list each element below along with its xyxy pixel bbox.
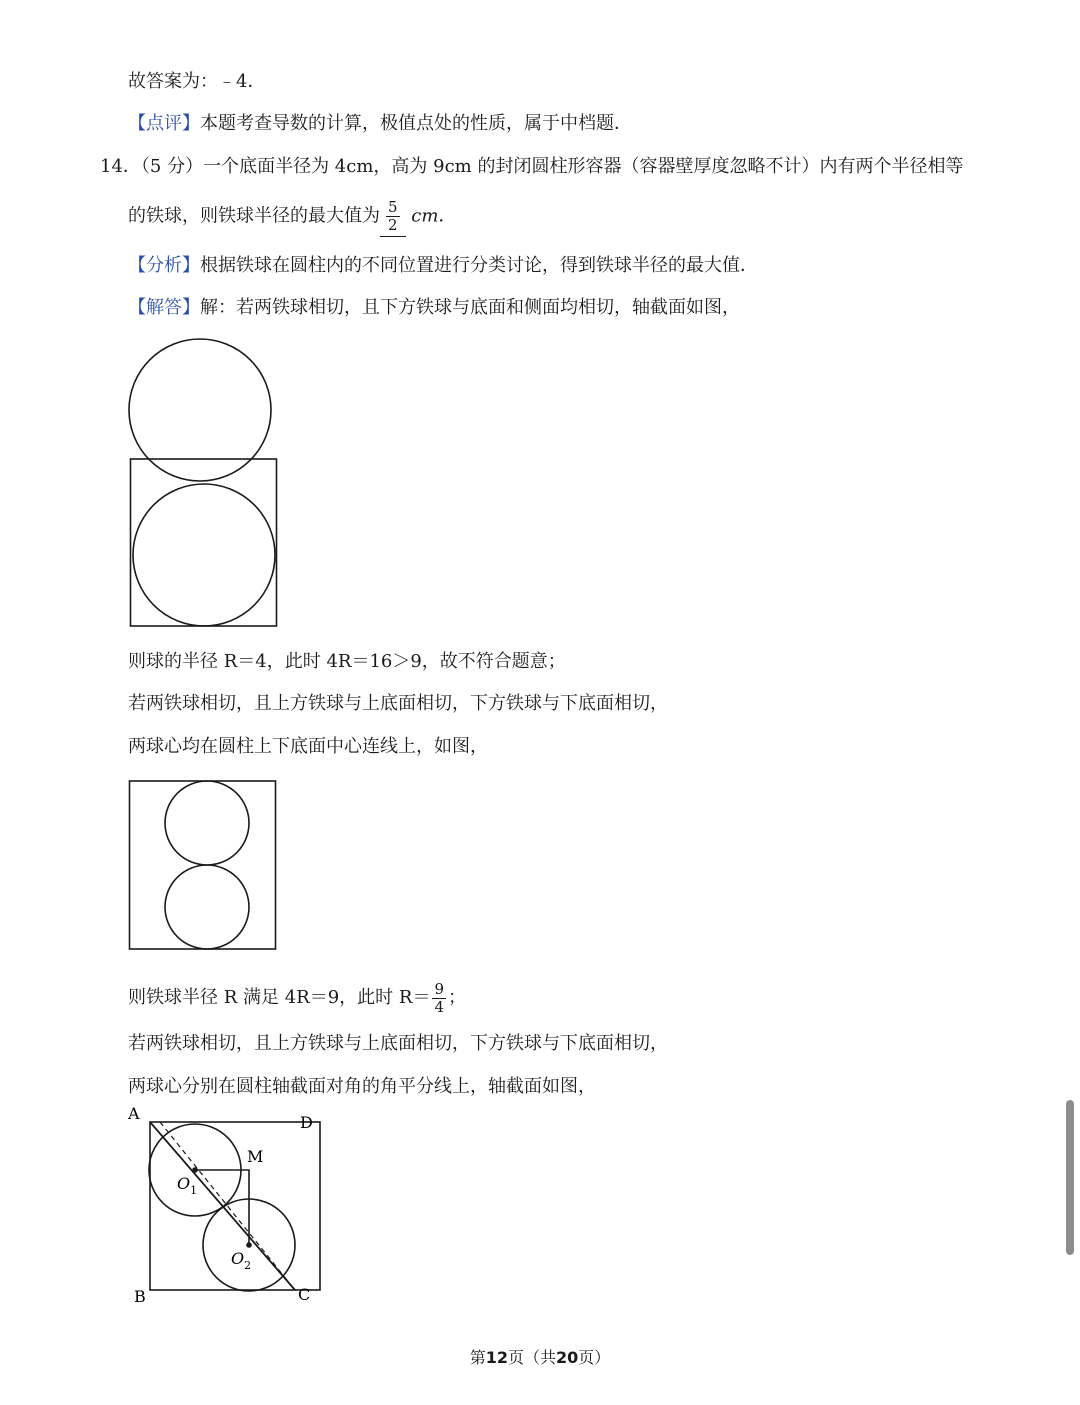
question-number: 14．	[100, 156, 141, 177]
result-line-6	[128, 1075, 596, 1099]
analysis-tag: 【分析】	[128, 255, 200, 276]
footer-suffix: 页）	[578, 1348, 611, 1367]
result-text-3: 两球心均在圆柱上下底面中心连线上，如图，	[128, 736, 488, 757]
solution-line	[128, 296, 740, 320]
label-o2-sub: 2	[244, 1259, 252, 1272]
analysis-text: 根据铁球在圆柱内的不同位置进行分类讨论，得到铁球半径的最大值．	[200, 255, 758, 276]
result-text-1: 则球的半径 R＝4，此时 4R＝16＞9，故不符合题意；	[128, 651, 566, 672]
label-d: D	[300, 1113, 313, 1132]
footer-page-number: 12	[485, 1348, 508, 1367]
result-line-3	[128, 735, 488, 759]
footer-prefix: 第	[469, 1348, 486, 1367]
question-text: （5 分）一个底面半径为 4cm，高为 9cm 的封闭圆柱形容器（容器壁厚度忽略不计）内有两个半径相等	[140, 156, 964, 177]
analysis-line	[128, 254, 758, 278]
radius-fraction-denominator: 4	[434, 997, 444, 1016]
radius-fraction	[432, 981, 446, 1016]
label-o1-sub: 1	[190, 1184, 198, 1197]
label-b: B	[134, 1287, 146, 1306]
figure-2-diagram	[120, 775, 285, 957]
answer-line	[128, 70, 265, 94]
unit-text: cm	[411, 205, 439, 227]
figure-2-upper-circle	[165, 781, 249, 865]
result-line-4	[128, 978, 466, 1018]
question-continuation-text: 的铁球，则铁球半径的最大值为	[128, 205, 380, 227]
result-end-punct: ；	[448, 987, 466, 1008]
answer-text: 故答案为：﹣4．	[128, 71, 266, 92]
question-14-line	[100, 155, 963, 179]
label-m: M	[247, 1147, 264, 1166]
result-text-4: 则铁球半径 R 满足 4R＝9，此时 R＝	[128, 987, 431, 1008]
label-o2-main: O	[231, 1249, 245, 1268]
figure-3-center-o2	[246, 1242, 252, 1248]
result-text-2: 若两铁球相切，且上方铁球与上底面相切，下方铁球与下底面相切，	[128, 693, 668, 714]
figure-3-diagram	[125, 1100, 325, 1310]
answer-blank	[380, 196, 406, 237]
label-o1	[177, 1174, 197, 1197]
result-line-1	[128, 650, 566, 674]
figure-1-lower-circle	[133, 484, 275, 626]
result-line-2	[128, 692, 668, 716]
page-footer	[0, 1347, 1080, 1369]
fraction-numerator: 5	[388, 197, 398, 216]
label-c: C	[298, 1285, 311, 1304]
label-o1-main: O	[177, 1174, 191, 1193]
answer-fraction	[386, 199, 400, 234]
figure-2-lower-circle	[165, 865, 249, 949]
result-line-5	[128, 1032, 668, 1056]
solution-text: 解：若两铁球相切，且下方铁球与底面和侧面均相切，轴截面如图，	[200, 297, 740, 318]
label-a: A	[128, 1104, 140, 1123]
question-14-continuation	[128, 196, 456, 237]
radius-fraction-numerator: 9	[434, 979, 444, 998]
footer-total-pages: 20	[556, 1348, 579, 1367]
vertical-scrollbar[interactable]	[1066, 1100, 1074, 1255]
figure-3-center-o1	[192, 1167, 198, 1173]
result-text-6: 两球心分别在圆柱轴截面对角的角平分线上，轴截面如图，	[128, 1076, 596, 1097]
result-text-5: 若两铁球相切，且上方铁球与上底面相切，下方铁球与下底面相切，	[128, 1033, 668, 1054]
comment-line	[128, 112, 632, 136]
comment-tag: 【点评】	[128, 113, 200, 134]
figure-1-diagram	[120, 330, 290, 635]
footer-mid: 页（共	[507, 1348, 556, 1367]
comment-text: 本题考查导数的计算，极值点处的性质，属于中档题．	[200, 113, 632, 134]
solution-tag: 【解答】	[128, 297, 200, 318]
label-o2	[231, 1249, 251, 1272]
fraction-denominator: 2	[388, 215, 398, 234]
end-punct: ．	[438, 205, 457, 227]
